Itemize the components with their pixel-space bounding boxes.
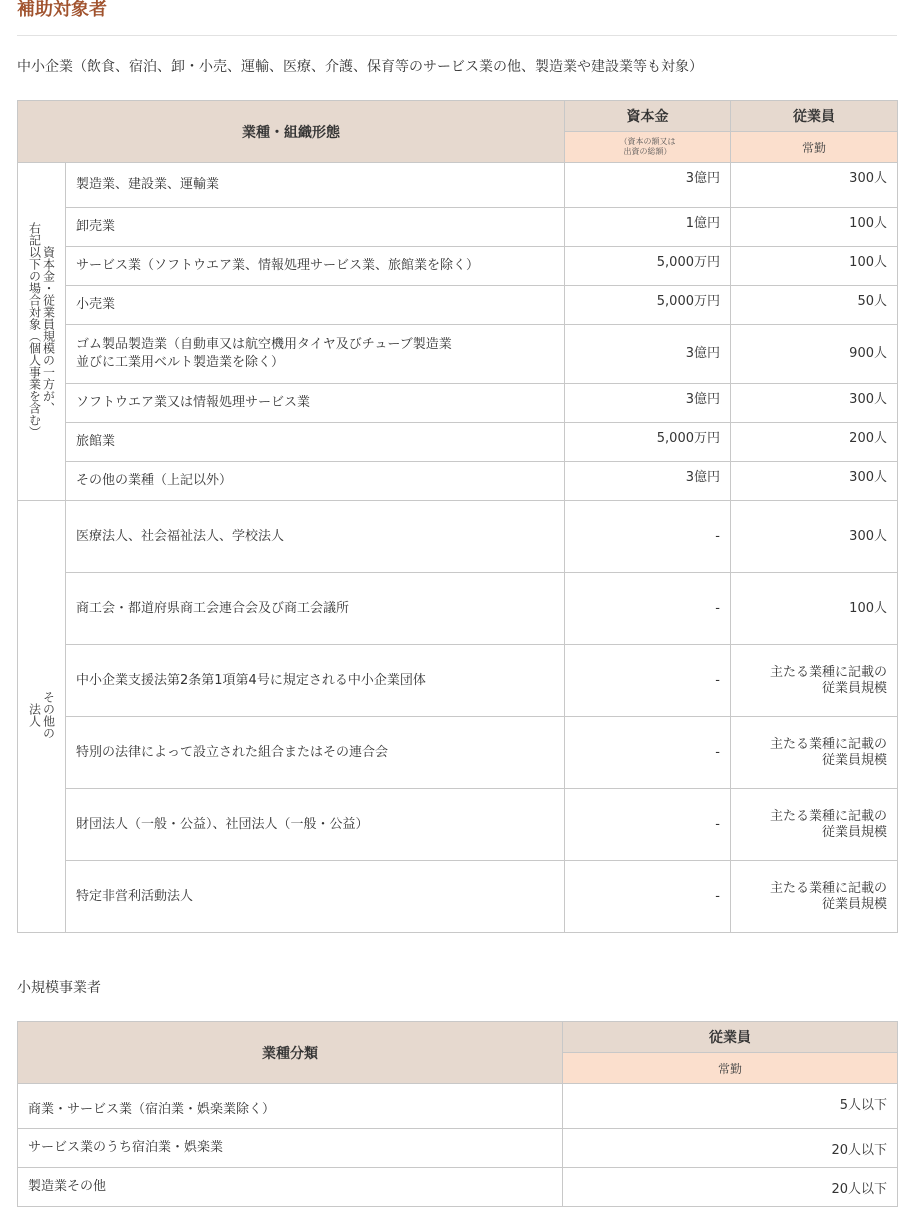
table-row-employees: 100人 — [731, 208, 898, 247]
table-row-name: 旅館業 — [66, 423, 565, 462]
table-row-capital: 5,000万円 — [565, 247, 731, 286]
title-divider — [17, 35, 897, 36]
table-row-capital: - — [565, 573, 731, 645]
table-row-capital: - — [565, 501, 731, 573]
table-row-capital: 3億円 — [565, 163, 731, 208]
table-row-employees: 300人 — [731, 384, 898, 423]
table-row-name: サービス業（ソフトウエア業、情報処理サービス業、旅館業を除く） — [66, 247, 565, 286]
table-row-employees: 100人 — [731, 247, 898, 286]
table-row-employees: 主たる業種に記載の 従業員規模 — [731, 717, 898, 789]
table-row-capital: - — [565, 789, 731, 861]
header-employees: 従業員 — [731, 101, 898, 132]
small-business-description: 小規模事業者 — [17, 980, 101, 996]
table-row-capital: 5,000万円 — [565, 423, 731, 462]
table-row-name: その他の業種（上記以外） — [66, 462, 565, 501]
header-employees-sub: 常勤 — [731, 132, 898, 163]
table-row-employees: 200人 — [731, 423, 898, 462]
header-capital: 資本金 — [565, 101, 731, 132]
table-row-capital: - — [565, 861, 731, 933]
group-label-individual — [18, 163, 66, 501]
table-row-name: 中小企業支援法第2条第1項第4号に規定される中小企業団体 — [66, 645, 565, 717]
table-row-employees: 主たる業種に記載の 従業員規模 — [731, 861, 898, 933]
header-employees: 従業員 — [563, 1022, 898, 1053]
table-row-capital: 3億円 — [565, 384, 731, 423]
header-industry: 業種・組織形態 — [18, 101, 565, 163]
table-row-capital: 3億円 — [565, 462, 731, 501]
table-row-name: 特別の法律によって設立された組合またはその連合会 — [66, 717, 565, 789]
table-row-name: 製造業その他 — [18, 1168, 563, 1207]
table-row-name: ゴム製品製造業（自動車又は航空機用タイヤ及びチューブ製造業 並びに工業用ベルト製造業を除く） — [66, 325, 565, 384]
table-row-name: 医療法人、社会福祉法人、学校法人 — [66, 501, 565, 573]
group2-label: その他の 法人 — [27, 690, 56, 739]
sme-criteria-table — [17, 100, 898, 933]
table-row-employees: 100人 — [731, 573, 898, 645]
table-row-employees: 300人 — [731, 462, 898, 501]
table-row-capital: 3億円 — [565, 325, 731, 384]
table-row-name: 製造業、建設業、運輸業 — [66, 163, 565, 208]
table-row-employees: 300人 — [731, 163, 898, 208]
table-row-employees: 主たる業種に記載の 従業員規模 — [731, 645, 898, 717]
table-row-name: 卸売業 — [66, 208, 565, 247]
table-row-capital: 1億円 — [565, 208, 731, 247]
table-row-employees: 5人以下 — [563, 1084, 898, 1129]
header-employees-sub: 常勤 — [563, 1053, 898, 1084]
group1-label: 資本金・従業員規模の一方が、 右記以下の場合対象（個人事業を含む） — [27, 221, 56, 438]
table-row-name: ソフトウエア業又は情報処理サービス業 — [66, 384, 565, 423]
sme-description: 中小企業（飲食、宿泊、卸・小売、運輸、医療、介護、保育等のサービス業の他、製造業や建設業等も対象） — [17, 59, 703, 75]
table-row-name: 特定非営利活動法人 — [66, 861, 565, 933]
small-business-table — [17, 1021, 898, 1207]
table-row-capital: - — [565, 645, 731, 717]
header-category: 業種分類 — [18, 1022, 563, 1084]
table-row-capital: - — [565, 717, 731, 789]
table-row-name: サービス業のうち宿泊業・娯楽業 — [18, 1129, 563, 1168]
table-row-name: 商工会・都道府県商工会連合会及び商工会議所 — [66, 573, 565, 645]
table-row-employees: 300人 — [731, 501, 898, 573]
table-row-employees: 50人 — [731, 286, 898, 325]
table-row-name: 商業・サービス業（宿泊業・娯楽業除く） — [18, 1084, 563, 1129]
table-row-employees: 20人以下 — [563, 1129, 898, 1168]
header-capital-note: （資本の額又は 出資の総額） — [565, 132, 731, 163]
page-title: 補助対象者 — [17, 0, 107, 20]
group-label-other-corporations — [18, 501, 66, 933]
table-row-capital: 5,000万円 — [565, 286, 731, 325]
table-row-employees: 900人 — [731, 325, 898, 384]
table-row-name: 財団法人（一般・公益）、社団法人（一般・公益） — [66, 789, 565, 861]
table-row-name: 小売業 — [66, 286, 565, 325]
table-row-employees: 主たる業種に記載の 従業員規模 — [731, 789, 898, 861]
table-row-employees: 20人以下 — [563, 1168, 898, 1207]
